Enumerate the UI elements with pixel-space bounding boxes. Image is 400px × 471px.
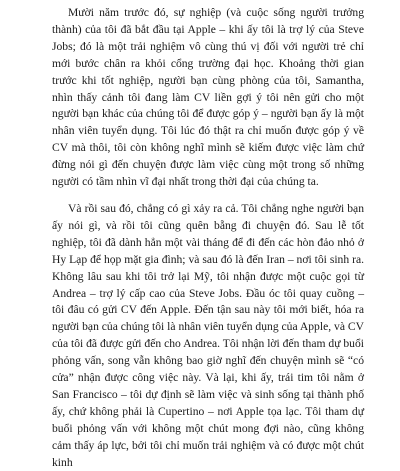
paragraph-2: Và rồi sau đó, chẳng có gì xảy ra cả. Tôi chẳng nghe người bạn ấy nói gì, và rồi tôi cũng quên bẵng đi chuyện đó. Sau lễ tốt nghiệp, tôi đã dành hẳn một vài tháng để đi đến các hòn đảo nhỏ ở Hy Lạp để họp mặt gia đình; và sau đó là đến Iran – nơi tôi sinh ra. Không lâu sau khi tôi trở lại Mỹ, tôi nhận được một cuộc gọi từ Andrea – trợ lý cấp cao của Steve Jobs. Đầu óc tôi quay cuồng – tôi đâu có gửi CV đến Apple. Đến tận sau này tôi mới biết, hóa ra người bạn của chúng tôi là nhân viên tuyển dụng của Apple, và CV của tôi đã được gửi đến cho Andrea. Tôi nhận lời đến tham dự buổi phỏng vấn, song vẫn không bao giờ nghĩ đến chuyện mình sẽ “có cửa” nhận được công việc này. Và lại, khi ấy, trái tim tôi nằm ở San Francisco – tôi dự định sẽ làm việc và sinh sống tại thành phố ấy, chứ không phải là Cupertino – nơi Apple tọa lạc. Tôi tham dự buổi phỏng vấn với không một chút mong đợi nào, cũng không cảm thấy áp lực, bởi tôi chỉ muốn trải nghiệm và có được một chút kinh xyxy=(52,201,364,469)
paragraph-1: Mười năm trước đó, sự nghiệp (và cuộc sống người trưởng thành) của tôi đã bắt đầu tại Apple – khi ấy tôi là trợ lý của Steve Jobs; đó là một trải nghiệm vô cùng thú vị đối với người trẻ chỉ mới bước chân ra khỏi cổng trường đại học. Khoảng thời gian trước khi tốt nghiệp, người bạn cùng phòng của tôi, Samantha, nhìn thấy cảnh tôi đang làm CV liền gợi ý tôi nên gửi cho một người bạn khác của chúng tôi để được góp ý – người bạn ấy là một nhân viên tuyển dụng. Tôi lúc đó thật ra chỉ muốn được góp ý về CV mà thôi, tôi còn không nghĩ mình sẽ kiếm được việc làm chứ đừng nói gì đến chuyện được làm việc cùng một trong số những người có tầm nhìn vĩ đại nhất trong thời đại của chúng ta. xyxy=(52,6,364,189)
